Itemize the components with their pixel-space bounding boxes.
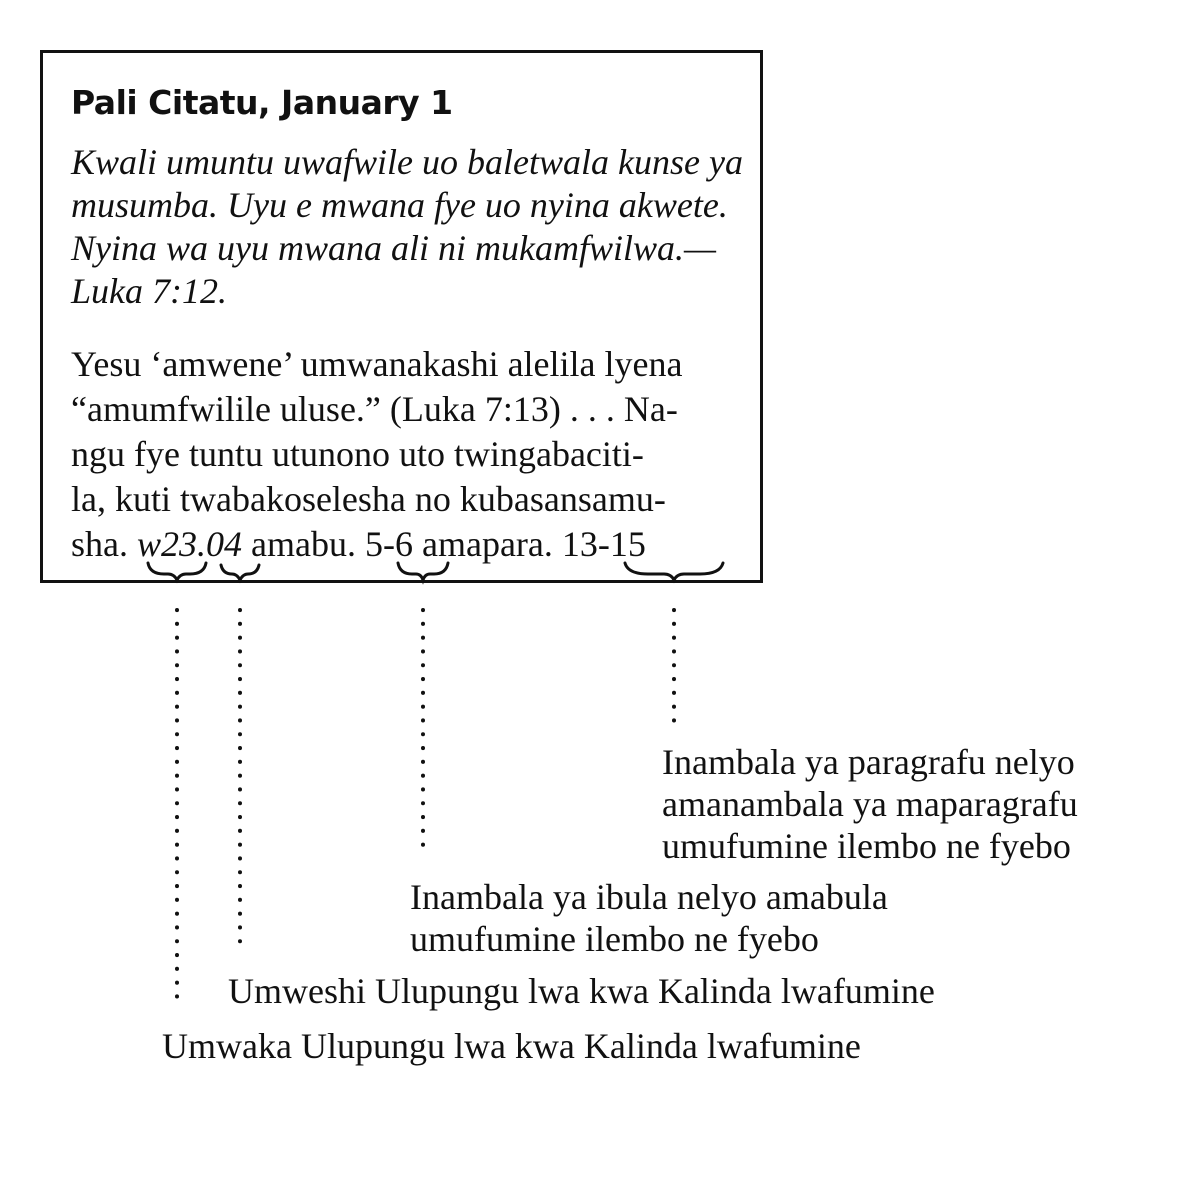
issue-word: amabu. [251, 524, 356, 564]
page-label [410, 876, 888, 960]
paragraph-range: 13-15 [561, 524, 646, 564]
month-code: .04 [197, 524, 243, 564]
month-brace [221, 565, 259, 580]
month-label: Umweshi Ulupungu lwa kwa Kalinda lwafumine [228, 971, 935, 1011]
comment-line-3: ngu fye tuntu utunono uto twingabaciti- [71, 434, 644, 474]
page-label-line-1: Inambala ya ibula nelyo amabula [410, 877, 888, 917]
year-label: Umwaka Ulupungu lwa kwa Kalinda lwafumine [162, 1026, 861, 1066]
comment-line-1: Yesu ‘amwene’ umwanakashi alelila lyena [71, 344, 683, 384]
reference-prefix: sha. [71, 524, 128, 564]
page-range: 5-6 [364, 524, 413, 564]
comment-line-4: la, kuti twabakoselesha no kubasansamu- [71, 479, 666, 519]
year-brace [148, 563, 206, 580]
daily-text-heading: Pali Citatu, January 1 [71, 83, 453, 122]
paragraph-label-line-3: umufumine ilembo ne fyebo [662, 826, 1071, 866]
paragraph-label [662, 741, 1078, 867]
scripture-quote: Kwali umuntu uwafwile uo baletwala kunse ya musumba. Uyu e mwana fye uo nyina akwete. Nyina wa uyu mwana ali ni mukamfwilwa.—Luka 7:12. [71, 142, 743, 311]
page-label-line-2: umufumine ilembo ne fyebo [410, 919, 819, 959]
year-code: w23 [137, 524, 198, 564]
page-brace [398, 563, 448, 580]
paragraph-label-line-1: Inambala ya paragrafu nelyo [662, 742, 1075, 782]
paragraph-label-line-2: amanambala ya maparagrafu [662, 784, 1078, 824]
paragraph-word: amapara. [421, 524, 553, 564]
comment-line-2: “amumfwilile uluse.” (Luka 7:13) . . . Na- [71, 389, 678, 429]
paragraph-brace [625, 563, 723, 580]
